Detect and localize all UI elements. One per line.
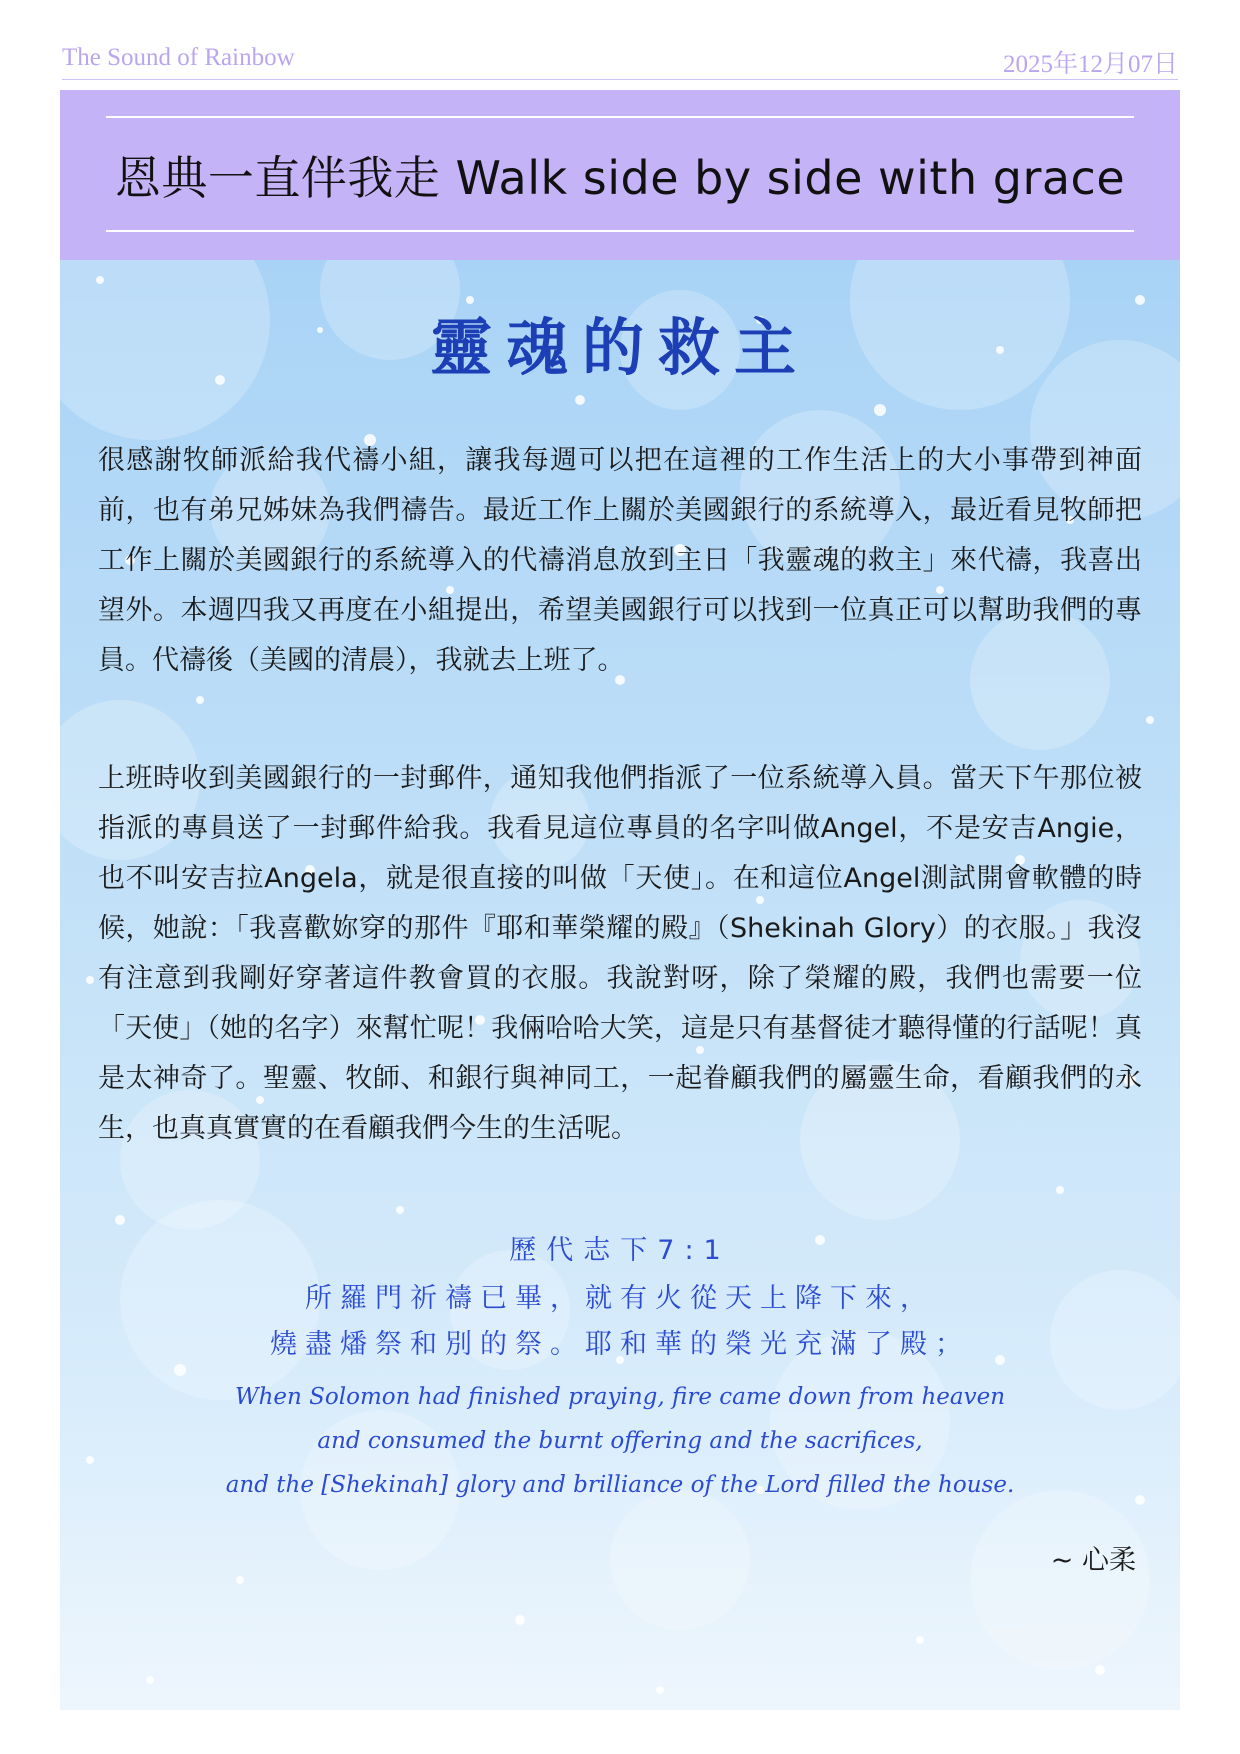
banner-bottom-rule xyxy=(106,230,1134,232)
verse-chinese-line-2: 燒盡燔祭和別的祭。耶和華的榮光充滿了殿； xyxy=(270,1329,970,1360)
verse-english-line-2: and consumed the burnt offering and the sacrifices, xyxy=(317,1428,923,1454)
verse-chinese-line-1: 所羅門祈禱已畢，就有火從天上降下來， xyxy=(305,1283,935,1314)
publication-date: 2025年12月07日 xyxy=(1002,51,1178,78)
banner-top-rule xyxy=(106,116,1134,118)
article-title: 靈魂的救主 xyxy=(429,311,810,384)
publication-name: The Sound of Rainbow xyxy=(62,44,295,71)
verse-english-line-1: When Solomon had finished praying, fire came down from heaven xyxy=(234,1384,1006,1410)
article-panel xyxy=(60,260,1180,1710)
title-banner xyxy=(60,90,1180,260)
verse-english-line-3: and the [Shekinah] glory and brilliance of the Lord filled the house. xyxy=(225,1472,1015,1498)
verse-reference: 歷代志下7:1 xyxy=(509,1235,731,1266)
author-signature: ~ 心柔 xyxy=(1050,1545,1136,1576)
header-divider xyxy=(62,79,1178,80)
page-header xyxy=(0,0,1240,90)
article-paragraph-1: 很感謝牧師派給我代禱小組，讓我每週可以把在這裡的工作生活上的大小事帶到神面前，也有弟兄姊妹為我們禱告。最近工作上關於美國銀行的系統導入，最近看見牧師把工作上關於美國銀行的系統導入的代禱消息放到主日「我靈魂的救主」來代禱，我喜出望外。本週四我又再度在小組提出，希望美國銀行可以找到一位真正可以幫助我們的專員。代禱後（美國的清晨），我就去上班了。 xyxy=(98,445,1142,676)
page-title: 恩典一直伴我走 Walk side by side with grace xyxy=(114,151,1126,205)
article-paragraph-2: 上班時收到美國銀行的一封郵件，通知我他們指派了一位系統導入員。當天下午那位被指派的專員送了一封郵件給我。我看見這位專員的名字叫做Angel，不是安吉Angie，也不叫安吉拉Angela，就是很直接的叫做「天使」。在和這位Angel測試開會軟體的時候，她說：「我喜歡妳穿的那件『耶和華榮耀的殿』（Shekinah Glory）的衣服。」我沒有注意到我剛好穿著這件教會買的衣服。我說對呀，除了榮耀的殿，我們也需要一位「天使」（她的名字）來幫忙呢！我倆哈哈大笑，這是只有基督徒才聽得懂的行話呢！真是太神奇了。聖靈、牧師、和銀行與神同工，一起眷顧我們的屬靈生命，看顧我們的永生，也真真實實的在看顧我們今生的生活呢。 xyxy=(98,763,1142,1144)
